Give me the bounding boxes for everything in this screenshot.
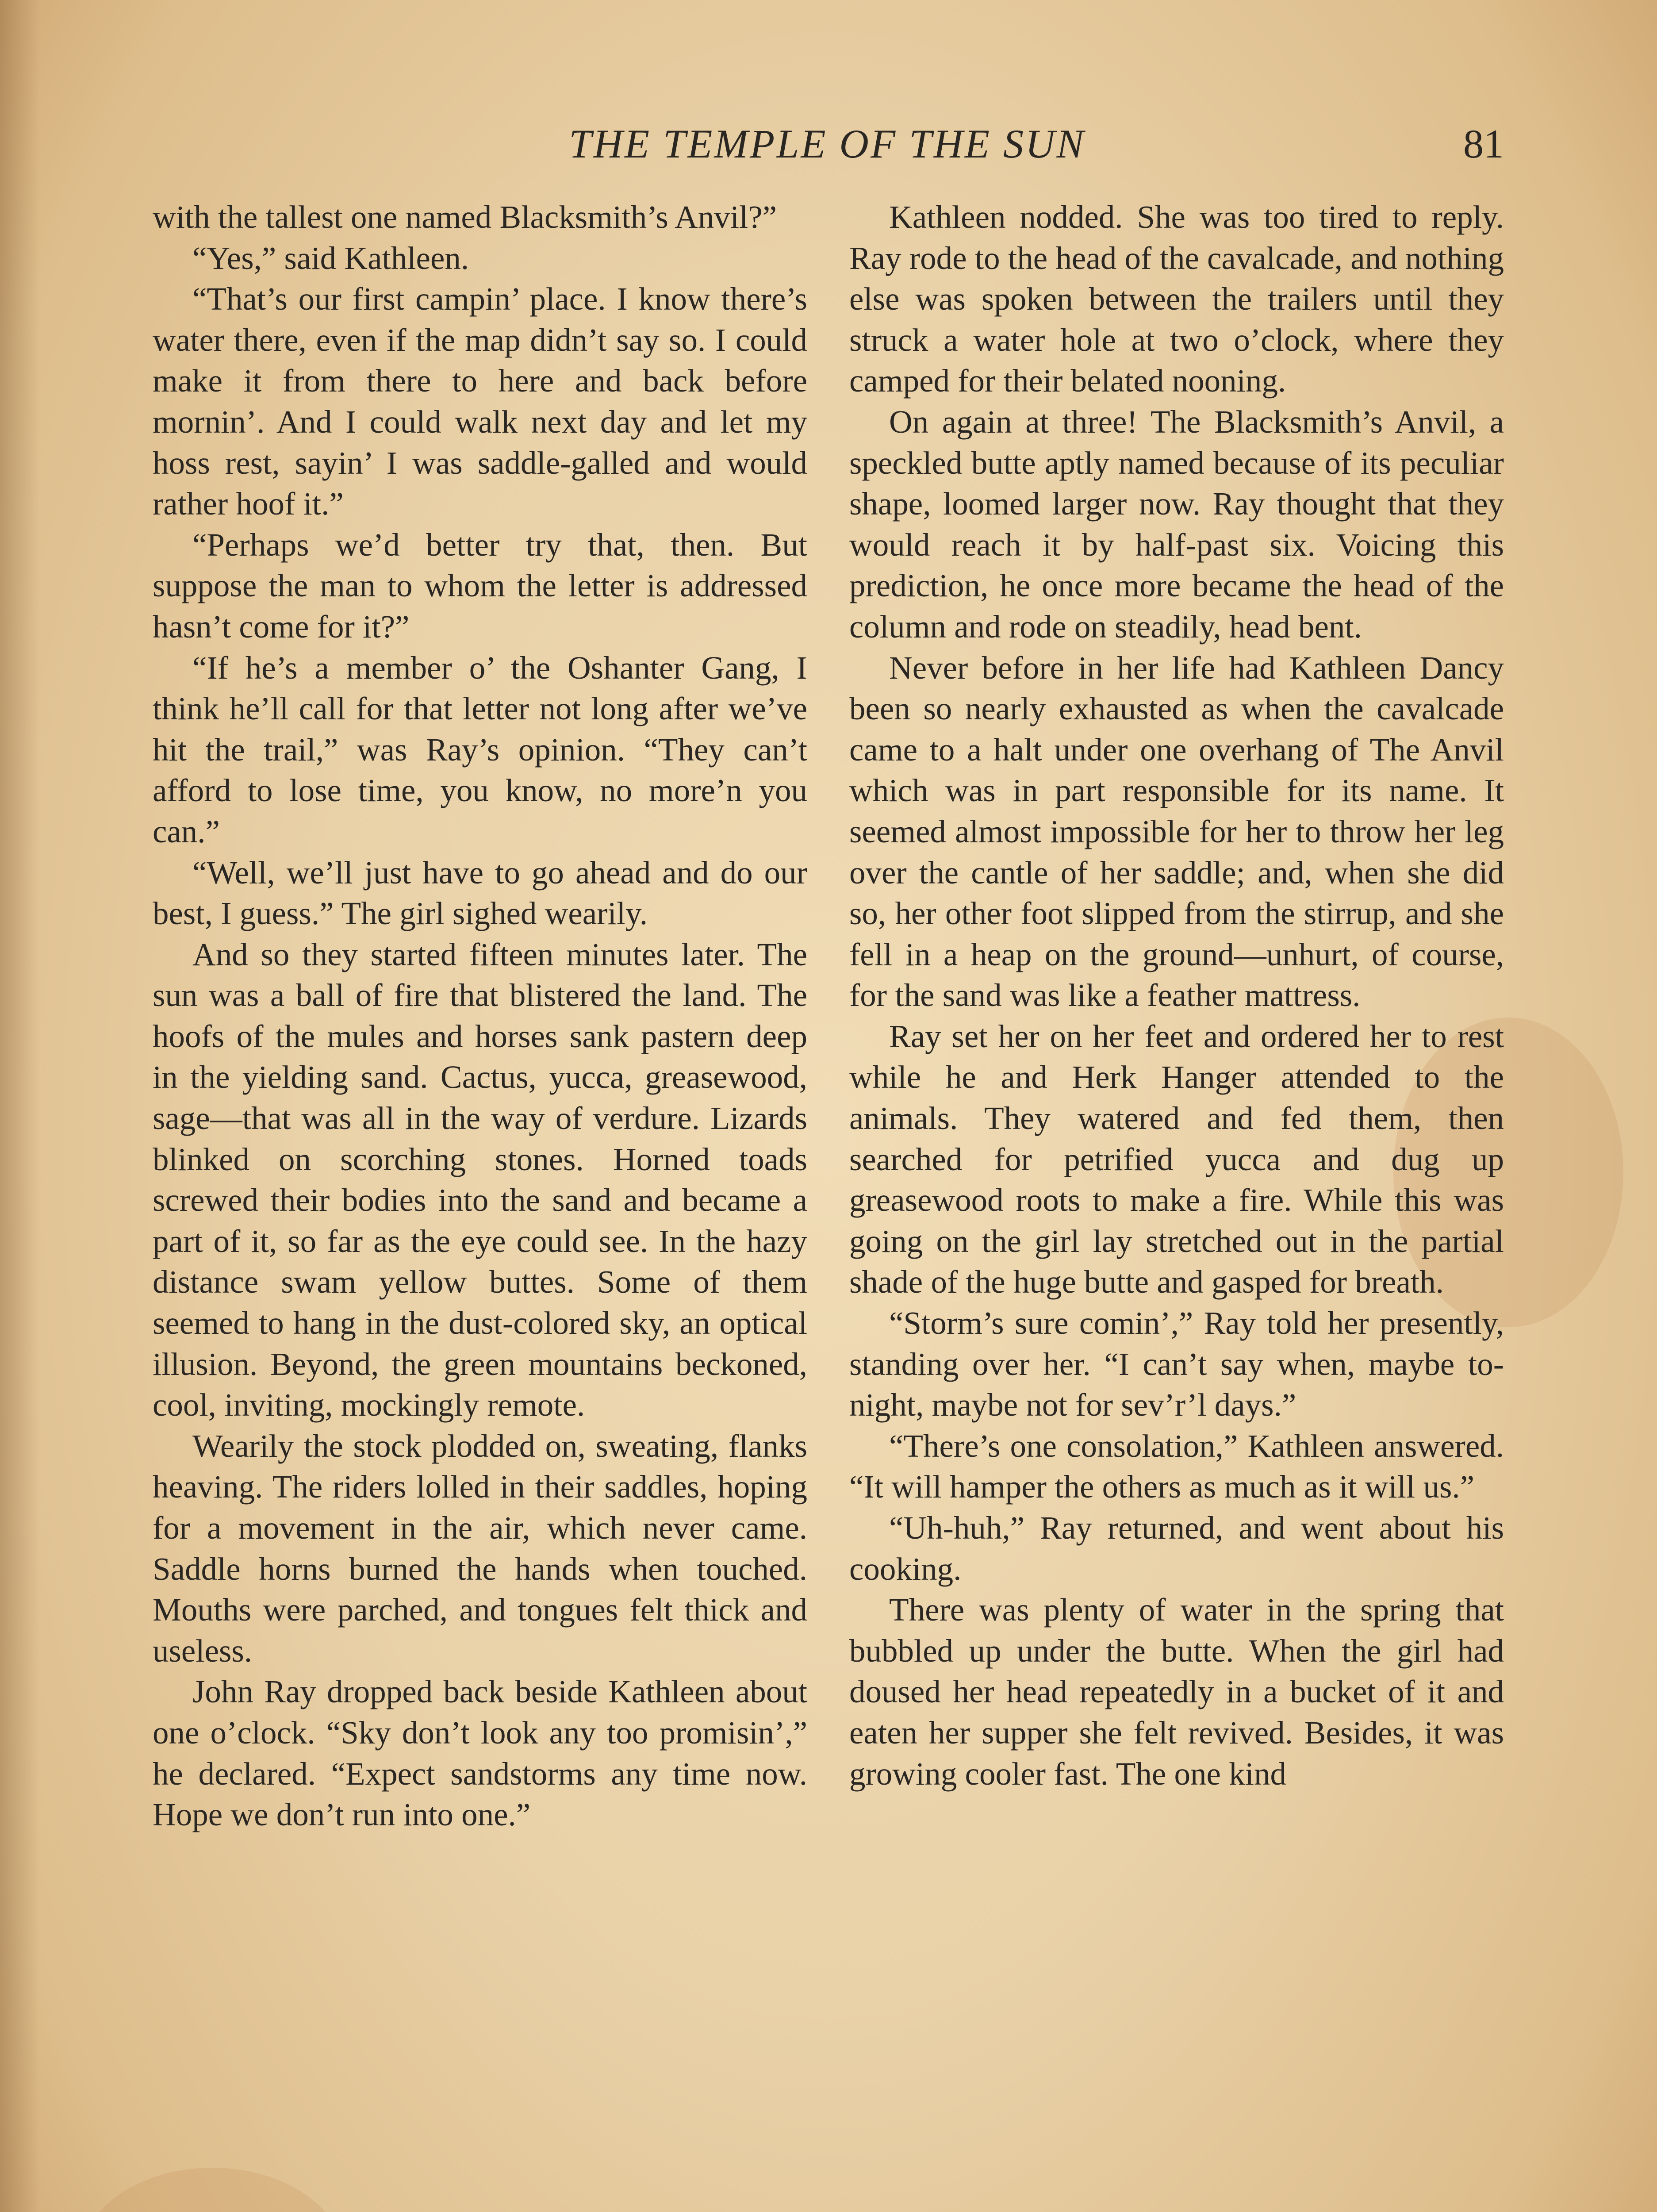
paragraph: “If he’s a member o’ the Oshanter Gang, I think he’ll call for that letter not long after we’ve hit the trail,” was Ray’s opinion. “They can’t afford to lose time, you know, no more’n you can.” <box>153 649 807 849</box>
paragraph: And so they started fifteen minutes later. The sun was a ball of fire that blistered the land. The hoofs of the mules and horses sank pastern deep in the yielding sand. Cactus, yucca, greasewood, sage—that was all in the way of verdure. Lizards blinked on scorching stones. Horned toads screwed their bodies into the sand and became a part of it, so far as the eye could see. In the hazy distance swam yellow buttes. Some of them seemed to hang in the dust-colored sky, an optical illusion. Beyond, the green mountains beckoned, cool, inviting, mockingly remote. <box>153 936 807 1423</box>
running-header <box>150 115 1504 173</box>
paragraph: On again at three! The Blacksmith’s Anvil, a speckled butte aptly named because of its peculiar shape, loomed larger now. Ray thought that they would reach it by half-past six. Voicing this prediction, he once more became the head of the column and rode on steadily, head bent. <box>849 403 1504 645</box>
paragraph: with the tallest one named Blacksmith’s Anvil?” <box>153 199 777 235</box>
paragraph: “Perhaps we’d better try that, then. But suppose the man to whom the letter is addressed hasn’t come for it?” <box>153 526 807 645</box>
paragraph: Kathleen nodded. She was too tired to reply. Ray rode to the head of the cavalcade, and nothing else was spoken between the trailers until they struck a water hole at two o’clock, where they camped for their belated nooning. <box>849 199 1504 399</box>
paragraph: “Uh-huh,” Ray returned, and went about his cooking. <box>849 1510 1504 1587</box>
paragraph: There was plenty of water in the spring that bubbled up under the butte. When the girl had doused her head repeatedly in a bucket of it and eaten her supper she felt revived. Besides, it was growing cooler fast. The one kind <box>849 1592 1504 1792</box>
paragraph: “That’s our first campin’ place. I know there’s water there, even if the map didn’t say so. I could make it from there to here and back before mornin’. And I could walk next day and let my hoss rest, sayin’ I was saddle-galled and would rather hoof it.” <box>153 281 807 522</box>
paragraph: “Storm’s sure comin’,” Ray told her presently, standing over her. “I can’t say when, maybe to-night, maybe not for sev’r’l days.” <box>849 1305 1504 1423</box>
paragraph: “Well, we’ll just have to go ahead and do our best, I guess.” The girl sighed wearily. <box>153 854 807 932</box>
paragraph: Wearily the stock plodded on, sweating, flanks heaving. The riders lolled in their saddles, hoping for a movement in the air, which never came. Saddle horns burned the hands when touched. Mouths were parched, and tongues felt thick and useless. <box>153 1428 807 1669</box>
left-column <box>153 197 807 1836</box>
page-number: 81 <box>1463 121 1504 166</box>
paragraph: Never before in her life had Kathleen Dancy been so nearly exhausted as when the cavalcade came to a halt under one overhang of The Anvil which was in part responsible for its name. It seemed almost impossible for her to throw her leg over the cantle of her saddle; and, when she did so, her other foot slipped from the stirrup, and she fell in a heap on the ground—unhurt, of course, for the sand was like a feather mattress. <box>849 649 1504 1014</box>
paper-stain <box>80 2168 345 2212</box>
paragraph: “There’s one consolation,” Kathleen answered. “It will hamper the others as much as it will us.” <box>849 1428 1504 1505</box>
paragraph: John Ray dropped back beside Kathleen about one o’clock. “Sky don’t look any too promisin’,” he declared. “Expect sandstorms any time now. Hope we don’t run into one.” <box>153 1674 807 1833</box>
spine-shadow <box>0 0 40 2212</box>
paragraph: “Yes,” said Kathleen. <box>192 240 469 276</box>
right-column <box>849 197 1504 1794</box>
paragraph: Ray set her on her feet and ordered her to rest while he and Herk Hanger attended to the animals. They watered and fed them, then searched for petrified yucca and dug up greasewood roots to make a fire. While this was going on the girl lay stretched out in the partial shade of the huge butte and gasped for breath. <box>849 1018 1504 1300</box>
running-title: THE TEMPLE OF THE SUN <box>569 121 1085 166</box>
